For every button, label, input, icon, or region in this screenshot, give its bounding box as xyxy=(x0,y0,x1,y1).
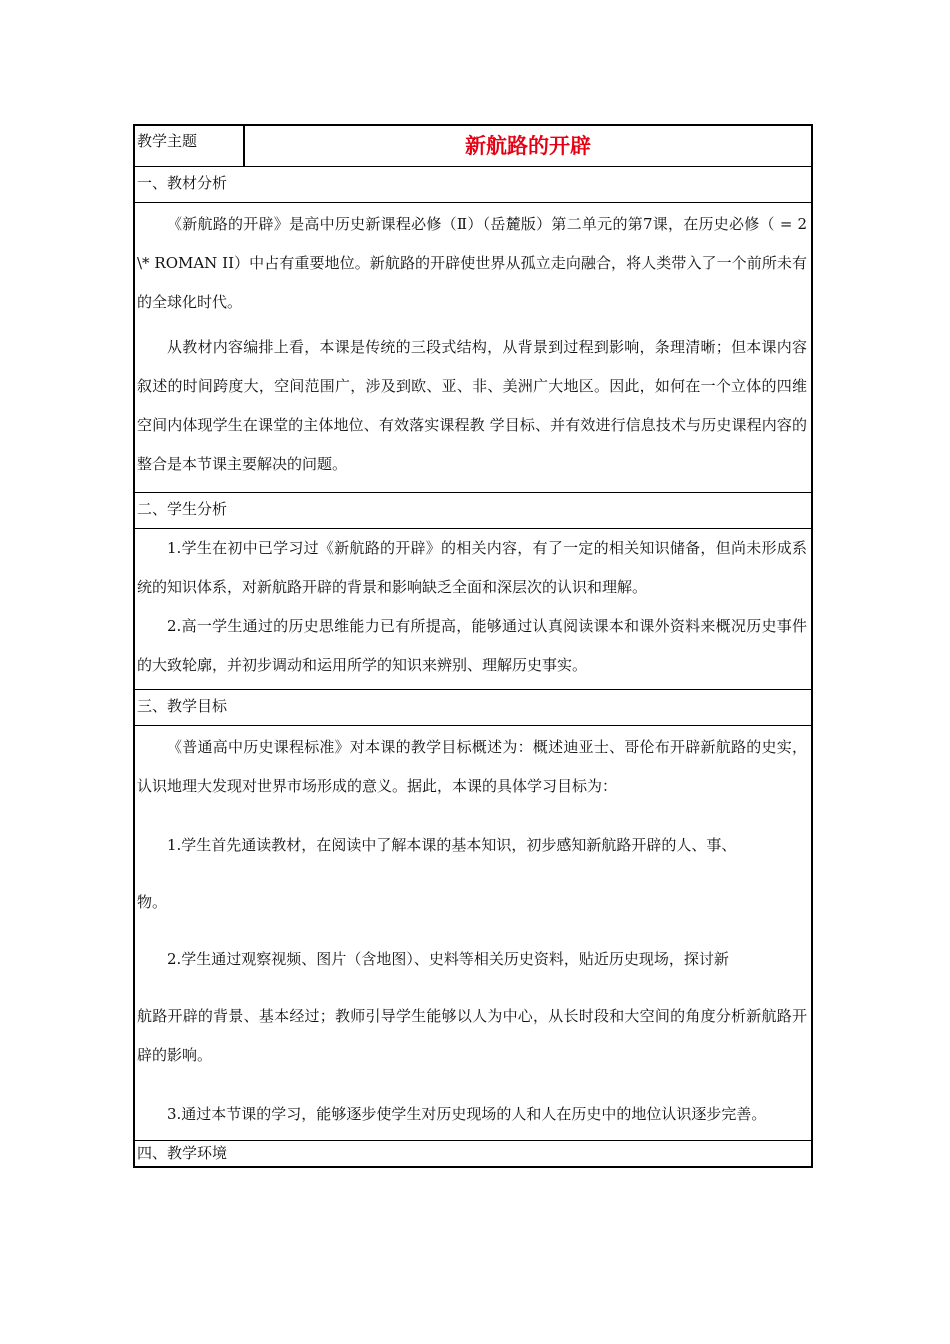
paragraph: 《新航路的开辟》是高中历史新课程必修（Ⅱ）（岳麓版）第二单元的第7课，在历史必修（ = 2 \* ROMAN II）中占有重要地位。新航路的开辟使世界从孤立走向融合，将人类带入了一个前所未有的全球化时代。 xyxy=(137,215,807,311)
title-row xyxy=(135,126,811,166)
section-heading-objectives: 三、教学目标 xyxy=(135,689,811,725)
paragraph: 航路开辟的背景、基本经过；教师引导学生能够以人为中心，从长时段和大空间的角度分析新航路开辟的影响。 xyxy=(137,1007,807,1064)
section-body-objectives xyxy=(135,725,811,1140)
section-body-textbook xyxy=(135,202,811,492)
paragraph: 1.学生首先通读教材，在阅读中了解本课的基本知识，初步感知新航路开辟的人、事、 xyxy=(167,836,737,854)
paragraph: 2.高一学生通过的历史思维能力已有所提高，能够通过认真阅读课本和课外资料来概况历史事件的大致轮廓，并初步调动和运用所学的知识来辨别、理解历史事实。 xyxy=(137,617,807,674)
lesson-plan-table xyxy=(133,124,813,1168)
paragraph: 3.通过本节课的学习，能够逐步使学生对历史现场的人和人在历史中的地位认识逐步完善。 xyxy=(167,1105,767,1123)
section-heading-textbook: 一、教材分析 xyxy=(135,166,811,202)
paragraph: 2.学生通过观察视频、图片（含地图）、史料等相关历史资料，贴近历史现场，探讨新 xyxy=(167,950,729,968)
paragraph: 1.学生在初中已学习过《新航路的开辟》的相关内容，有了一定的相关知识储备，但尚未形成系统的知识体系，对新航路开辟的背景和影响缺乏全面和深层次的认识和理解。 xyxy=(137,539,807,596)
paragraph: 物。 xyxy=(137,893,168,911)
section-heading-environment: 四、教学环境 xyxy=(135,1140,811,1166)
paragraph: 《普通高中历史课程标准》对本课的教学目标概述为：概述迪亚士、哥伦布开辟新航路的史实，认识地理大发现对世界市场形成的意义。据此，本课的具体学习目标为： xyxy=(137,738,807,795)
section-heading-students: 二、学生分析 xyxy=(135,492,811,528)
section-body-students xyxy=(135,528,811,689)
topic-label: 教学主题 xyxy=(135,126,245,166)
paragraph: 从教材内容编排上看，本课是传统的三段式结构，从背景到过程到影响，条理清晰；但本课内容叙述的时间跨度大，空间范围广，涉及到欧、亚、非、美洲广大地区。因此，如何在一个立体的四维空间内体现学生在课堂的主体地位、有效落实课程教 学目标、并有效进行信息技术与历史课程内容的整合是本节课主要解决的问题。 xyxy=(137,338,807,473)
lesson-title: 新航路的开辟 xyxy=(465,134,591,158)
